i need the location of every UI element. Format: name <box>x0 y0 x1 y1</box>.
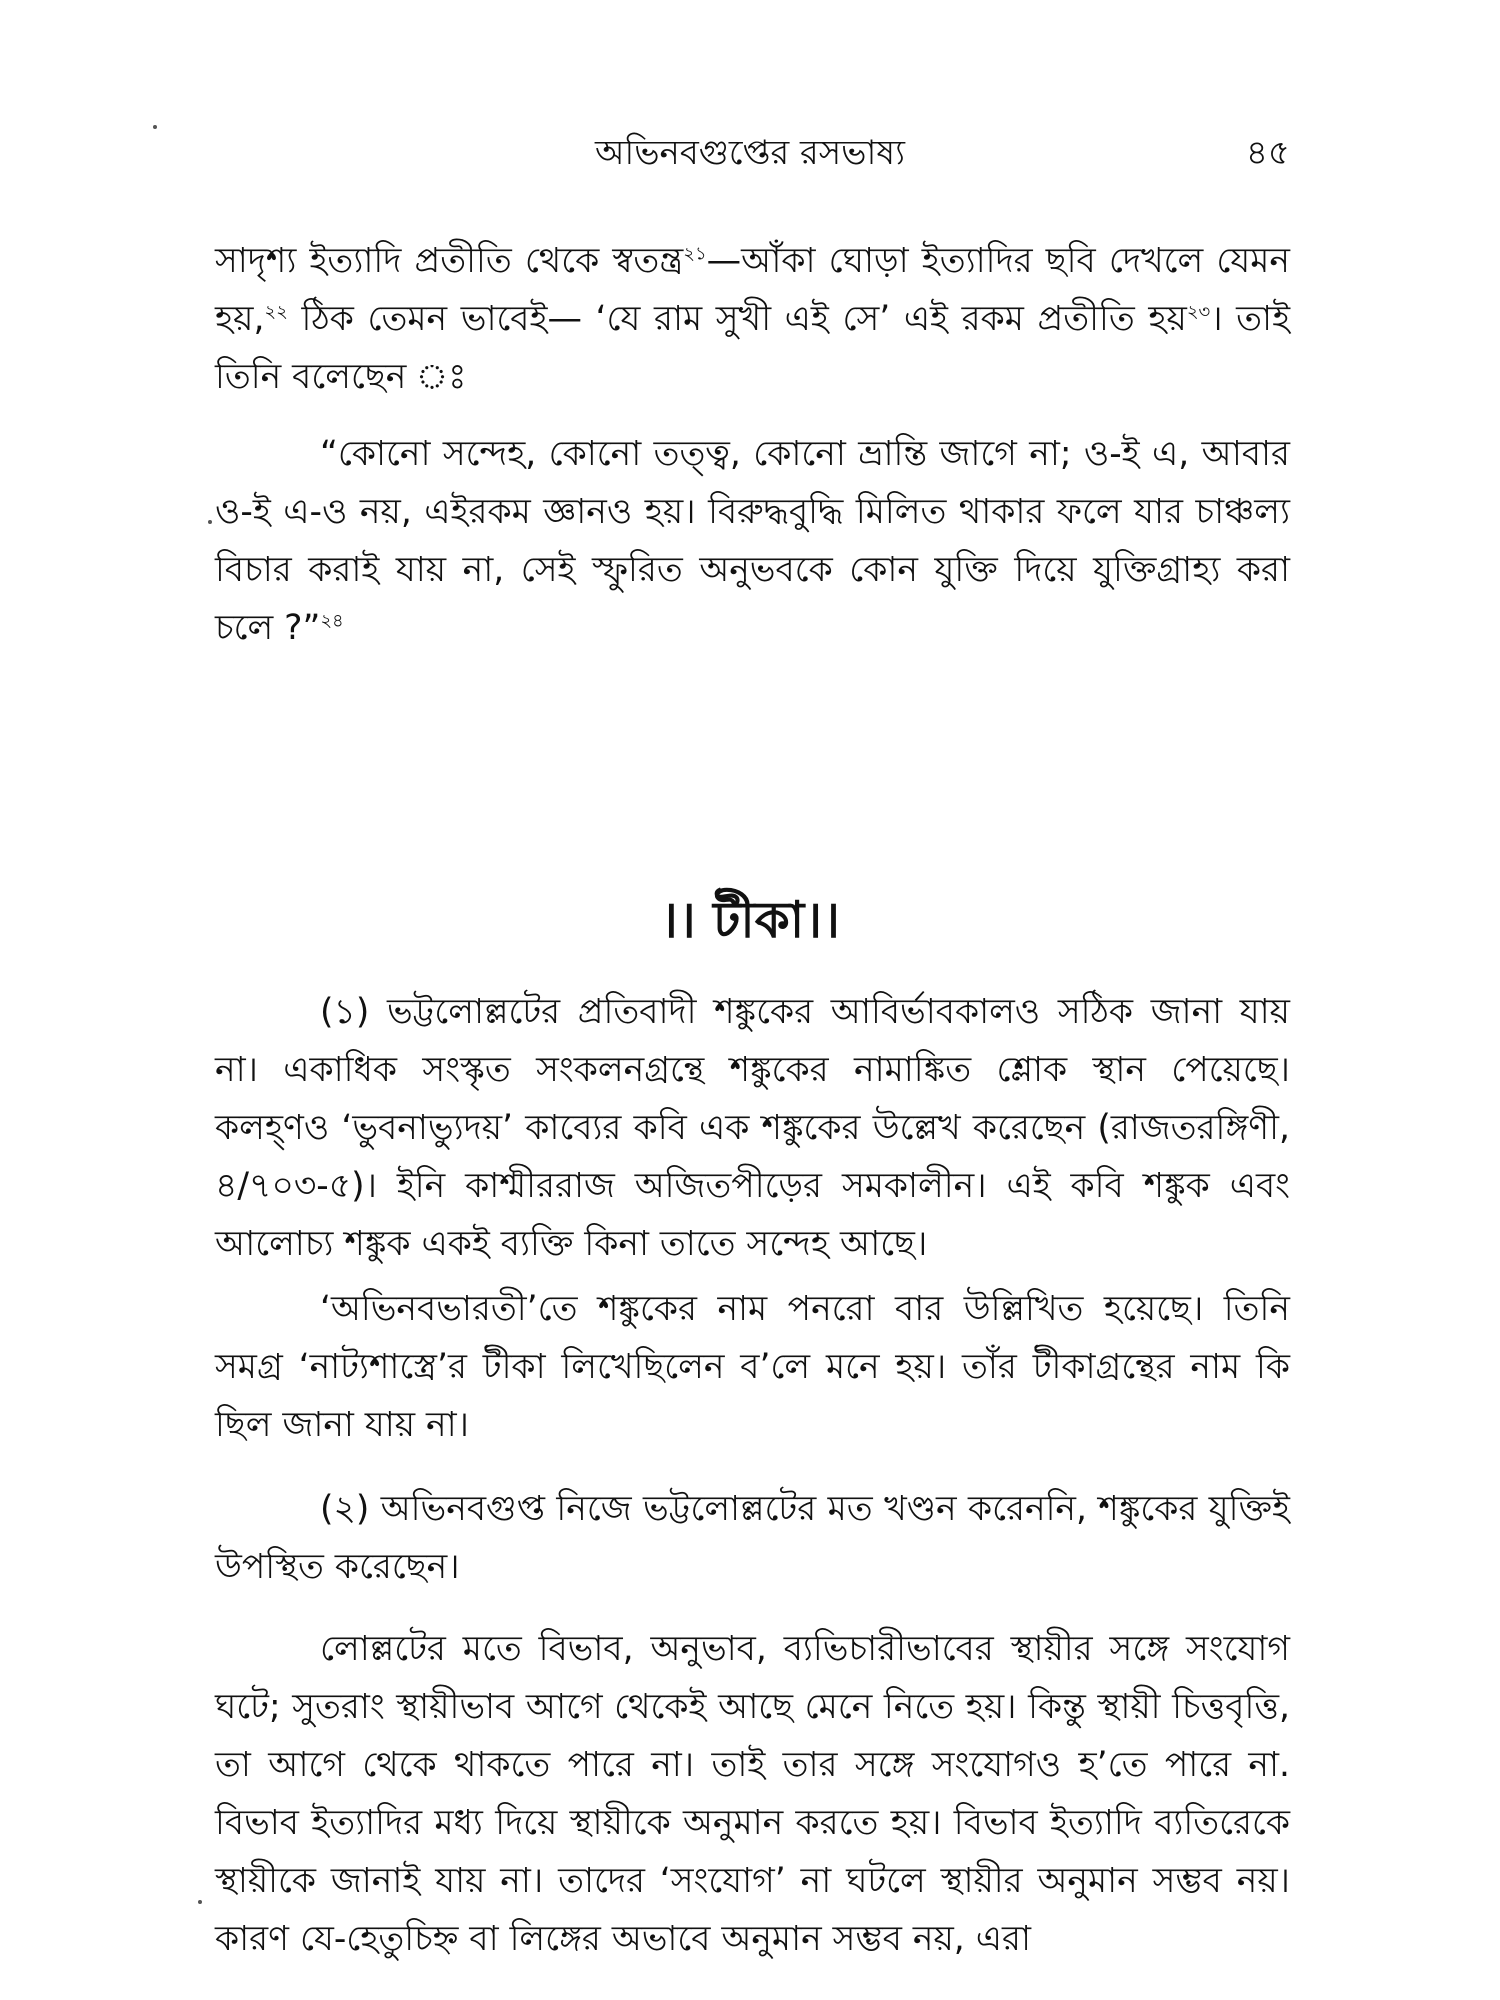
note-text: (১) ভট্টলোল্লটের প্রতিবাদী শঙ্কুকের আবির্ভাবকালও সঠিক জানা যায় না। একাধিক সংস্কৃত সংকলনগ্রন্থে শঙ্কুকের নামাঙ্কিত শ্লোক স্থান পেয়েছে। কলহ্‌ণও ‘ভুবনাভ্যুদয়’ কাব্যের কবি এক শঙ্কুকের উল্লেখ করেছেন (রাজতরঙ্গিণী, ৪/৭০৩-৫)। ইনি কাশ্মীররাজ অজিতপীড়ের সমকালীন। এই কবি শঙ্কুক এবং আলোচ্য শঙ্কুক একই ব্যক্তি কিনা তাতে সন্দেহ আছে। <box>215 992 1290 1264</box>
paragraph-text: । তাই তিনি বলেছেন ঃ <box>215 299 1291 397</box>
page-header <box>210 128 1290 178</box>
note-2 <box>215 1480 1290 1596</box>
footnote-ref: ২১ <box>683 243 707 265</box>
note-text: (২) অভিনবগুপ্ত নিজে ভট্টলোল্লটের মত খণ্ডন করেননি, শঙ্কুকের যুক্তিই উপস্থিত করেছেন। <box>215 1489 1290 1587</box>
paragraph-continuation <box>215 232 1290 406</box>
note-1 <box>215 983 1290 1273</box>
ink-speck <box>208 520 212 524</box>
block-quote <box>215 425 1290 657</box>
note-text: লোল্লটের মতে বিভাব, অনুভাব, ব্যভিচারীভাবের স্থায়ীর সঙ্গে সংযোগ ঘটে; সুতরাং স্থায়ীভাব আগে থেকেই আছে মেনে নিতে হয়। কিন্তু স্থায়ী চিত্তবৃত্তি, তা আগে থেকে থাকতে পারে না। তাই তার সঙ্গে সংযোগও হ’তে পারে না. বিভাব ইত্যাদির মধ্য দিয়ে স্থায়ীকে অনুমান করতে হয়। বিভাব ইত্যাদি ব্যতিরেকে স্থায়ীকে জানাই যায় না। তাদের ‘সংযোগ’ না ঘটলে স্থায়ীর অনুমান সম্ভব নয়। কারণ যে-হেতুচিহ্ন বা লিঙ্গের অভাবে অনুমান সম্ভব নয়, এরা <box>215 1629 1290 1959</box>
ink-speck <box>198 1900 202 1904</box>
running-title: অভিনবগুপ্তের রসভাষ্য <box>595 133 905 173</box>
page-number: ৪৫ <box>1245 133 1290 173</box>
note-2-continuation <box>215 1620 1290 1968</box>
note-1-continuation <box>215 1280 1290 1454</box>
quote-text: “কোনো সন্দেহ, কোনো তত্ত্ব, কোনো ভ্রান্তি জাগে না; ও-ই এ, আবার ও-ই এ-ও নয়, এইরকম জ্ঞানও হয়। বিরুদ্ধবুদ্ধি মিলিত থাকার ফলে যার চাঞ্চল্য বিচার করাই যায় না, সেই স্ফুরিত অনুভবকে কোন যুক্তি দিয়ে যুক্তিগ্রাহ্য করা চলে ?” <box>215 434 1290 648</box>
footnote-ref: ২৩ <box>1186 301 1211 323</box>
paragraph-text: ঠিক তেমন ভাবেই— ‘যে রাম সুখী এই সে’ এই রকম প্রতীতি হয় <box>287 299 1187 339</box>
paragraph-text: সাদৃশ্য ইত্যাদি প্রতীতি থেকে স্বতন্ত্র <box>215 241 684 281</box>
notes-heading: ।। টীকা।। <box>660 891 840 949</box>
footnote-ref: ২২ <box>264 301 288 323</box>
footnote-ref: ২৪ <box>320 610 344 632</box>
ink-speck <box>153 125 157 129</box>
paragraph-text: —আঁকা ঘোড়া ইত্যাদির ছবি দেখলে যেমন হয়, <box>215 241 1290 339</box>
note-text: ‘অভিনবভারতী’তে শঙ্কুকের নাম পনরো বার উল্লিখিত হয়েছে। তিনি সমগ্র ‘নাট্যশাস্ত্রে’র টীকা লিখেছিলেন ব’লে মনে হয়। তাঁর টীকাগ্রন্থের নাম কি ছিল জানা যায় না। <box>215 1289 1290 1445</box>
